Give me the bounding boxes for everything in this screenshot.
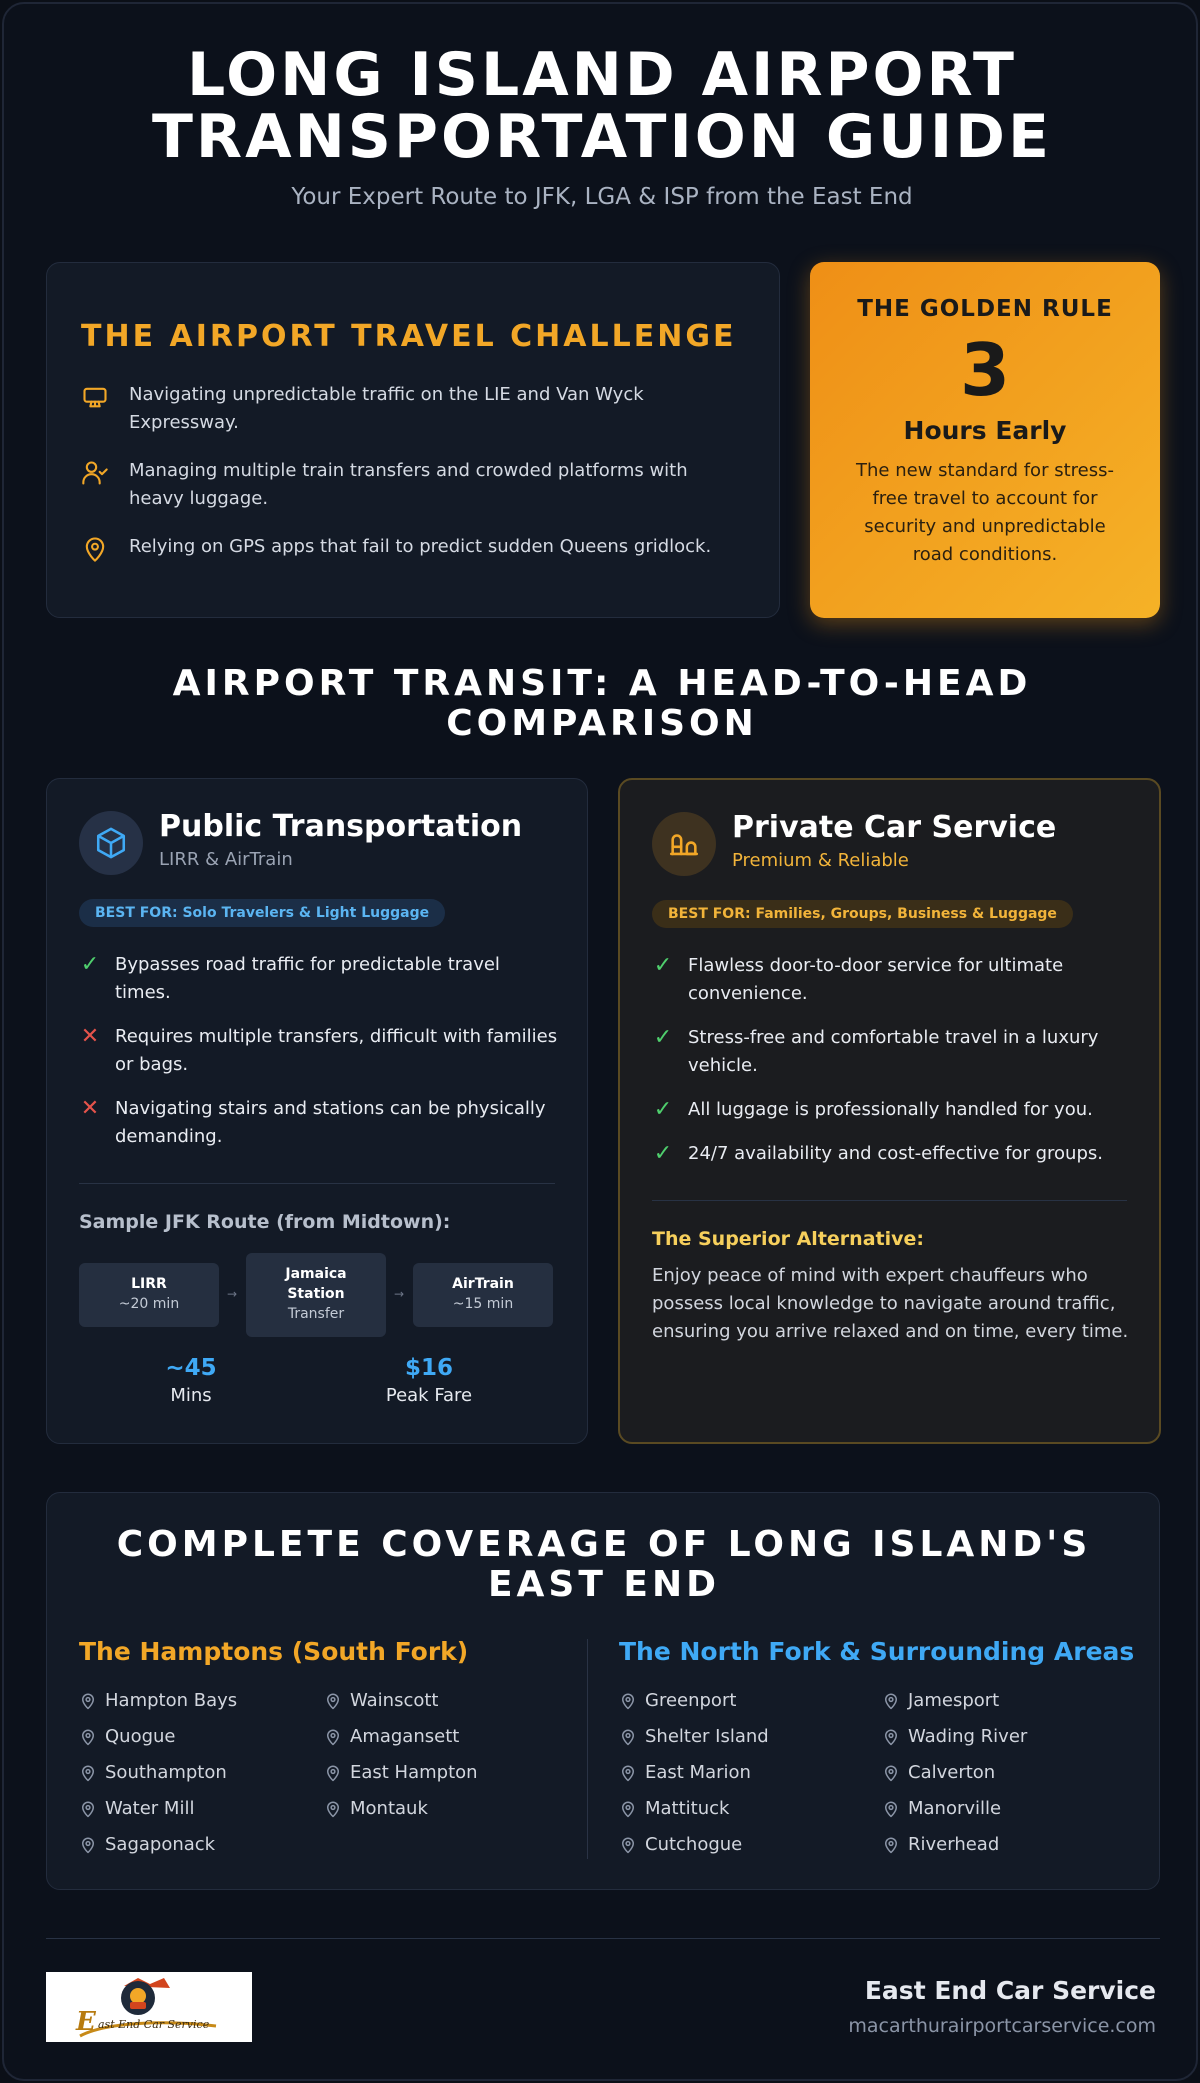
superior-alternative-title: The Superior Alternative:	[652, 1228, 924, 1250]
location-name: Riverhead	[908, 1834, 1000, 1855]
location-name: Mattituck	[645, 1798, 730, 1819]
map-pin-icon	[619, 1800, 637, 1818]
location-item	[619, 1798, 729, 1819]
south-fork-title: The Hamptons (South Fork)	[79, 1637, 469, 1666]
golden-rule-description: The new standard for stress-free travel to account for security and unpredictable road conditions.	[856, 460, 1114, 565]
con-item: ✕ Requires multiple transfers, difficult with families or bags.	[80, 1024, 558, 1075]
page-title: LONG ISLAND AIRPORT TRANSPORTATION GUIDE	[152, 40, 1052, 172]
x-icon: ✕	[80, 1024, 100, 1049]
infographic-page	[2, 2, 1198, 2081]
location-item	[882, 1726, 1027, 1747]
map-pin-icon	[882, 1692, 900, 1710]
public-transport-subtitle: LIRR & AirTrain	[159, 849, 293, 870]
check-icon: ✓	[653, 1097, 673, 1122]
stat-time: ~45 Mins	[165, 1355, 217, 1406]
pro-item: ✓ Stress-free and comfortable travel in a luxury vehicle.	[653, 1025, 1099, 1076]
cube-icon	[94, 826, 128, 860]
divider	[79, 1183, 555, 1184]
location-item	[324, 1690, 439, 1711]
location-item	[79, 1762, 227, 1783]
public-transport-card	[46, 778, 588, 1444]
location-item	[79, 1798, 194, 1819]
challenge-item: Navigating unpredictable traffic on the LIE and Van Wyck Expressway.	[81, 381, 741, 437]
arrow-right-icon: →	[227, 1287, 238, 1301]
map-pin-icon	[81, 535, 109, 563]
route-step-lirr: LIRR ~20 min	[79, 1263, 219, 1327]
best-for-badge: BEST FOR: Solo Travelers & Light Luggage	[79, 899, 445, 927]
route-step-jamaica: Jamaica Station Transfer	[246, 1253, 386, 1337]
private-car-card	[618, 778, 1161, 1444]
location-item	[619, 1726, 769, 1747]
golden-rule-card	[810, 262, 1160, 618]
coverage-card	[46, 1492, 1160, 1890]
private-car-subtitle: Premium & Reliable	[732, 850, 909, 871]
golden-rule-title: THE GOLDEN RULE	[857, 296, 1113, 322]
location-item	[79, 1834, 215, 1855]
location-name: Jamesport	[908, 1690, 1000, 1711]
coverage-title: COMPLETE COVERAGE OF LONG ISLAND'S EAST END	[116, 1524, 1092, 1605]
location-item	[79, 1690, 237, 1711]
challenge-item: Relying on GPS apps that fail to predict sudden Queens gridlock.	[81, 533, 741, 563]
map-pin-icon	[619, 1764, 637, 1782]
pro-item: ✓ All luggage is professionally handled for you.	[653, 1097, 1093, 1122]
best-for-badge: BEST FOR: Families, Groups, Business & Luggage	[652, 900, 1073, 928]
route-title: Sample JFK Route (from Midtown):	[79, 1211, 451, 1233]
map-pin-icon	[324, 1764, 342, 1782]
map-pin-icon	[619, 1836, 637, 1854]
map-pin-icon	[619, 1692, 637, 1710]
location-name: Sagaponack	[105, 1834, 216, 1855]
location-name: Wading River	[908, 1726, 1028, 1747]
map-pin-icon	[324, 1692, 342, 1710]
map-pin-icon	[882, 1800, 900, 1818]
user-check-icon	[81, 459, 109, 487]
superior-alternative-text: Enjoy peace of mind with expert chauffeurs who possess local knowledge to navigate around traffic, ensuring you arrive relaxed and on time, every time.	[652, 1265, 1129, 1342]
north-fork-title: The North Fork & Surrounding Areas	[619, 1637, 1135, 1666]
golden-rule-label: Hours Early	[903, 416, 1067, 445]
map-pin-icon	[79, 1728, 97, 1746]
challenge-item: Managing multiple train transfers and crowded platforms with heavy luggage.	[81, 457, 741, 513]
pro-item: ✓ 24/7 availability and cost-effective for groups.	[653, 1141, 1103, 1166]
stat-fare: $16 Peak Fare	[385, 1355, 473, 1406]
monitor-icon	[81, 383, 109, 411]
location-name: Calverton	[908, 1762, 996, 1783]
check-icon: ✓	[80, 952, 100, 977]
location-item	[882, 1798, 1001, 1819]
column-divider	[587, 1639, 588, 1859]
location-item	[79, 1726, 176, 1747]
brand-block	[848, 1976, 1156, 2037]
location-item	[324, 1726, 459, 1747]
map-pin-icon	[324, 1728, 342, 1746]
company-logo	[46, 1972, 252, 2042]
con-item: ✕ Navigating stairs and stations can be physically demanding.	[80, 1096, 546, 1147]
location-name: Cutchogue	[645, 1834, 743, 1855]
location-name: Water Mill	[105, 1798, 195, 1819]
map-pin-icon	[79, 1764, 97, 1782]
pro-item: ✓ Bypasses road traffic for predictable travel times.	[80, 952, 500, 1003]
route-step-airtrain: AirTrain ~15 min	[413, 1263, 553, 1327]
check-icon: ✓	[653, 953, 673, 978]
location-name: Greenport	[645, 1690, 737, 1711]
x-icon: ✕	[80, 1096, 100, 1121]
arrow-right-icon: →	[394, 1287, 405, 1301]
location-name: East Marion	[645, 1762, 751, 1783]
footer-divider	[46, 1938, 1160, 1939]
map-pin-icon	[324, 1800, 342, 1818]
location-item	[324, 1798, 428, 1819]
challenge-card	[46, 262, 780, 618]
check-icon: ✓	[653, 1141, 673, 1166]
location-name: Southampton	[105, 1762, 227, 1783]
location-item	[882, 1834, 999, 1855]
map-pin-icon	[882, 1836, 900, 1854]
car-seat-icon	[667, 827, 701, 861]
brand-name: East End Car Service	[864, 1976, 1156, 2005]
location-item	[882, 1690, 999, 1711]
location-item	[619, 1690, 736, 1711]
pro-item: ✓ Flawless door-to-door service for ultimate convenience.	[653, 953, 1064, 1004]
public-transport-icon-wrap	[79, 811, 143, 875]
location-name: Manorville	[908, 1798, 1002, 1819]
location-name: Montauk	[350, 1798, 428, 1819]
logo-graphic	[46, 1972, 252, 2042]
map-pin-icon	[79, 1836, 97, 1854]
location-name: Hampton Bays	[105, 1690, 238, 1711]
challenge-title: THE AIRPORT TRAVEL CHALLENGE	[81, 319, 737, 354]
location-item	[619, 1834, 742, 1855]
location-name: Quogue	[105, 1726, 176, 1747]
brand-url[interactable]: macarthurairportcarservice.com	[848, 2015, 1156, 2037]
golden-rule-number: 3	[959, 328, 1011, 412]
svg-text:E: E	[76, 2007, 96, 2037]
map-pin-icon	[79, 1800, 97, 1818]
location-name: Shelter Island	[645, 1726, 769, 1747]
svg-text:ast End Car Service: ast End Car Service	[98, 2018, 210, 2031]
map-pin-icon	[79, 1692, 97, 1710]
page-subtitle: Your Expert Route to JFK, LGA & ISP from the East End	[291, 184, 913, 210]
location-name: Amagansett	[350, 1726, 460, 1747]
check-icon: ✓	[653, 1025, 673, 1050]
private-car-icon-wrap	[652, 812, 716, 876]
map-pin-icon	[882, 1764, 900, 1782]
map-pin-icon	[882, 1728, 900, 1746]
location-item	[619, 1762, 751, 1783]
private-car-title: Private Car Service	[732, 810, 1057, 845]
public-transport-title: Public Transportation	[159, 809, 523, 844]
divider	[652, 1200, 1127, 1201]
location-name: East Hampton	[350, 1762, 478, 1783]
location-item	[882, 1762, 995, 1783]
location-name: Wainscott	[350, 1690, 439, 1711]
map-pin-icon	[619, 1728, 637, 1746]
location-item	[324, 1762, 478, 1783]
comparison-title: AIRPORT TRANSIT: A HEAD-TO-HEAD COMPARISON	[172, 663, 1032, 744]
